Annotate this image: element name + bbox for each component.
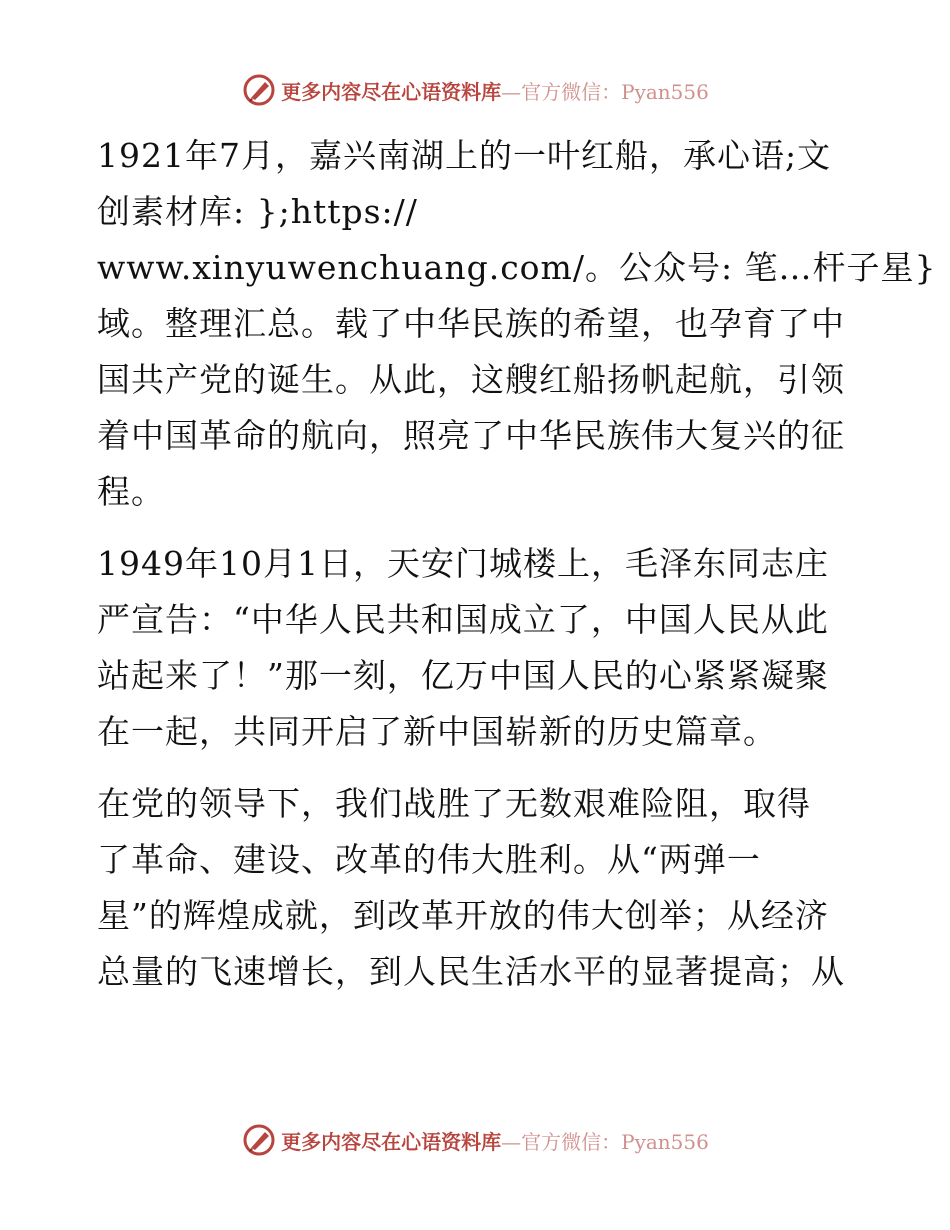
text-line: 了革命、建设、改革的伟大胜利。从“两弹一 [97, 840, 761, 879]
text-line: 国共产党的诞生。从此，这艘红船扬帆起航，引领 [97, 360, 845, 399]
text-line: 在一起，共同开启了新中国崭新的历史篇章。 [97, 712, 777, 751]
header-watermark [0, 70, 950, 110]
text-line: 星”的辉煌成就，到改革开放的伟大创举；从经济 [97, 896, 829, 935]
footer-watermark [0, 1120, 950, 1160]
pen-logo-icon [241, 72, 277, 108]
header-text [281, 76, 709, 105]
header-wechat: 官方微信：Pyan556 [521, 79, 709, 104]
text-line: 严宣告：“中华人民共和国成立了，中国人民从此 [97, 600, 829, 639]
document-body [97, 128, 937, 1000]
paragraph-3 [97, 776, 852, 1000]
text-line: 域。整理汇总。载了中华民族的希望，也孕育了中 [97, 304, 845, 343]
footer-brand: 更多内容尽在心语资料库 [281, 1129, 502, 1154]
footer-text [281, 1126, 709, 1155]
footer-separator: — [501, 1129, 522, 1154]
header-brand: 更多内容尽在心语资料库 [281, 79, 502, 104]
header-separator: — [501, 79, 522, 104]
text-line: 创素材库: };https:// [97, 192, 418, 231]
text-line: 站起来了！”那一刻，亿万中国人民的心紧紧凝聚 [97, 656, 829, 695]
text-line: 在党的领导下，我们战胜了无数艰难险阻，取得 [97, 784, 811, 823]
text-line: 1949年10月1日，天安门城楼上，毛泽东同志庄 [97, 544, 829, 583]
text-line: www.xinyuwenchuang.com/。公众号: 笔…杆子星} [97, 248, 937, 287]
text-line: 程。 [97, 472, 165, 511]
paragraph-1 [97, 128, 937, 520]
text-line: 着中国革命的航向，照亮了中华民族伟大复兴的征 [97, 416, 845, 455]
footer-wechat: 官方微信：Pyan556 [521, 1129, 709, 1154]
paragraph-2 [97, 536, 852, 760]
pen-logo-icon [241, 1122, 277, 1158]
text-line: 1921年7月，嘉兴南湖上的一叶红船，承心语;文 [97, 136, 832, 175]
text-line: 总量的飞速增长，到人民生活水平的显著提高；从 [97, 952, 845, 991]
